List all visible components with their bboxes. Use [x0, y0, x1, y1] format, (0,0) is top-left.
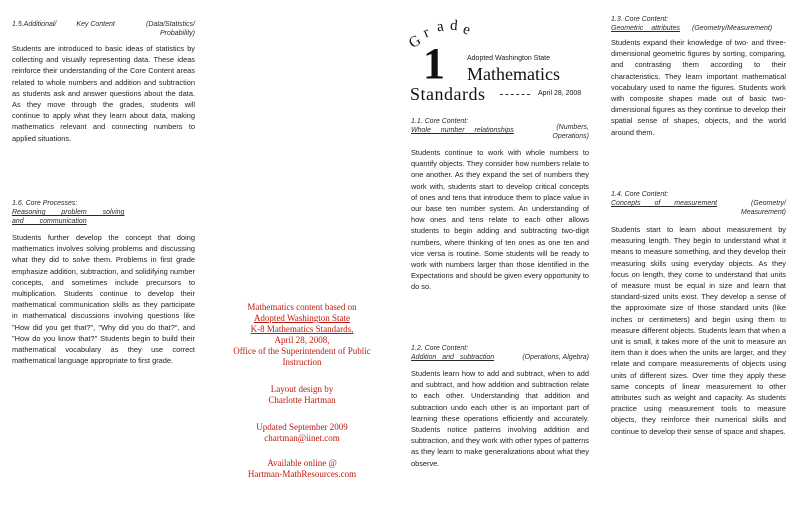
section-code: 1.1. Core Content:: [411, 118, 469, 125]
section-whole-number: [411, 117, 589, 293]
section-tag: (Data/Statistics/ Probability): [145, 21, 195, 37]
layout-credit: Layout design by: [270, 384, 334, 394]
section-body: Students further develop the concept that doing mathematics involves solving problems and discussing what they did to solve them. Problems in first grade emphasize addition, subtraction, and solidifying number concepts, and sometimes include precursors to multiplication. Students continue to develop their mathematical communication skills as they participate in mathematical discussions involving questions like "How did you get that?", "Why did you do that?", and "How do you know that?" Students begin to build their mathematical vocabulary as they use correct mathematical language appropriate to first grade.: [12, 233, 195, 366]
section-title: Concepts of measurement: [611, 200, 718, 207]
grade-letter: e: [460, 21, 473, 39]
title-block: [405, 12, 600, 112]
section-body: Students start to learn about measurement by measuring length. They begin to understand what it means to measure something, and they develop their measuring skills using everyday objects. As they focus on length, they come to understand that units of measure must be equal in size and learn that standard-sized units exist. They develop a sense of the approximate size of those standard units (like inches or centimeters) and begin using them to measure different objects. Students learn that when a unit is small, it takes more of the unit to measure an item than it does when the units are larger, and they relate and compare measurements of objects using units of different sizes. Over time they apply these same concepts of linear measurement to other attributes such as weight and capacity. As students practice using measurement tools to measure objects, they reinforce their numerical skills and continue to develop their sense of space and shapes.: [611, 225, 786, 436]
grade-number: 1: [423, 39, 445, 88]
available-online: Available online @: [267, 458, 337, 468]
credit-line: Instruction: [282, 357, 322, 367]
section-title: Reasoning problem solving and communication: [12, 209, 125, 225]
date-line: April 28, 2008: [538, 90, 582, 97]
section-tag: (Numbers, Operations): [552, 124, 589, 140]
credit-block: [212, 302, 392, 480]
section-title: Key Content: [76, 21, 115, 28]
section-body: Students expand their knowledge of two- and three-dimensional geometric figures by sorting, comparing, and contrasting them according to their characteristics. They learn important mathematical vocabulary used to name the figures. Students work with composite shapes made out of basic two-dimensional figures as they continue to develop their spatial sense of shapes, objects, and the world around them.: [611, 38, 786, 137]
adopted-line: Adopted Washington State: [467, 55, 551, 62]
designer-name: Charlotte Hartman: [268, 395, 336, 405]
section-code: 1.5.Additional/: [12, 21, 57, 28]
mathematics-title: Mathematics: [467, 64, 560, 84]
section-header: [12, 20, 195, 37]
updated-date: Updated September 2009: [256, 422, 348, 432]
grade-letter: G: [406, 32, 424, 52]
section-measurement: [611, 190, 786, 437]
grade-letter: r: [420, 24, 432, 42]
grade-letter: a: [435, 18, 445, 36]
section-tag: (Geometry/ Measurement): [740, 200, 786, 216]
section-body: Students continue to work with whole numbers to quantify objects. They consider how numbers relate to one another. As they expand the set of numbers they work with, students start to develop critical concepts of ones and tens that introduce them to place value in our base ten number system. An understanding of how ones and tens relate to each other allows students to begin adding and subtracting two-digit numbers, where thinking of ten ones as one ten and vice versa is routine. Some students will be ready to work with numbers larger than those identified in the Expectations and should be given every opportunity to do so.: [411, 148, 589, 292]
contact-email: chartman@iinet.com: [264, 433, 340, 443]
section-header: [611, 190, 786, 216]
section-addition: [411, 344, 589, 469]
section-header: [611, 15, 786, 33]
section-code: 1.3. Core Content:: [611, 16, 669, 23]
section-header: [411, 117, 589, 140]
section-tag: (Geometry/Measurement): [691, 25, 773, 32]
section-title: Addition and subtraction: [411, 354, 495, 361]
section-tag: (Operations, Algebra): [522, 354, 589, 361]
credit-line: April 28, 2008,: [274, 335, 330, 345]
credit-line: Mathematics content based on: [247, 302, 357, 312]
website-url: Hartman-MathResources.com: [247, 469, 357, 479]
credit-line: Office of the Superintendent of Public: [233, 346, 371, 356]
credit-line: K-8 Mathematics Standards,: [250, 324, 354, 334]
section-data-statistics: [12, 20, 195, 144]
section-code: 1.4. Core Content:: [611, 191, 669, 198]
section-title: Geometric attributes: [611, 25, 681, 32]
section-code: 1.6. Core Processes:: [12, 200, 78, 207]
section-reasoning: [12, 199, 195, 366]
standards-title: Standards: [410, 84, 486, 104]
section-body: Students are introduced to basic ideas of statistics by collecting and visually representing data. These ideas reinforce their understanding of the Core Content areas related to whole numbers and addition and subtraction as students ask and answer questions about the data. As they move through the grades, students will continue to apply what they learn about data, making mathematics relevant and connecting numbers to applied situations.: [12, 44, 195, 143]
section-title: Whole number relationships: [411, 127, 514, 134]
credit-line: Adopted Washington State: [253, 313, 351, 323]
section-header: [12, 199, 195, 226]
section-geometry: [611, 15, 786, 138]
grade-letter: d: [449, 17, 459, 35]
section-body: Students learn how to add and subtract, when to add and subtract, and how addition and subtraction relate to each other. Understanding that addition and subtraction undo each other is an important part of learning these operations efficiently and accurately. Students notice patterns involving addition and subtraction, and they work with other types of patterns as they learn to make generalizations about what they observe.: [411, 369, 589, 468]
title-divider: [500, 94, 530, 95]
section-header: [411, 344, 589, 362]
section-code: 1.2. Core Content:: [411, 345, 469, 352]
